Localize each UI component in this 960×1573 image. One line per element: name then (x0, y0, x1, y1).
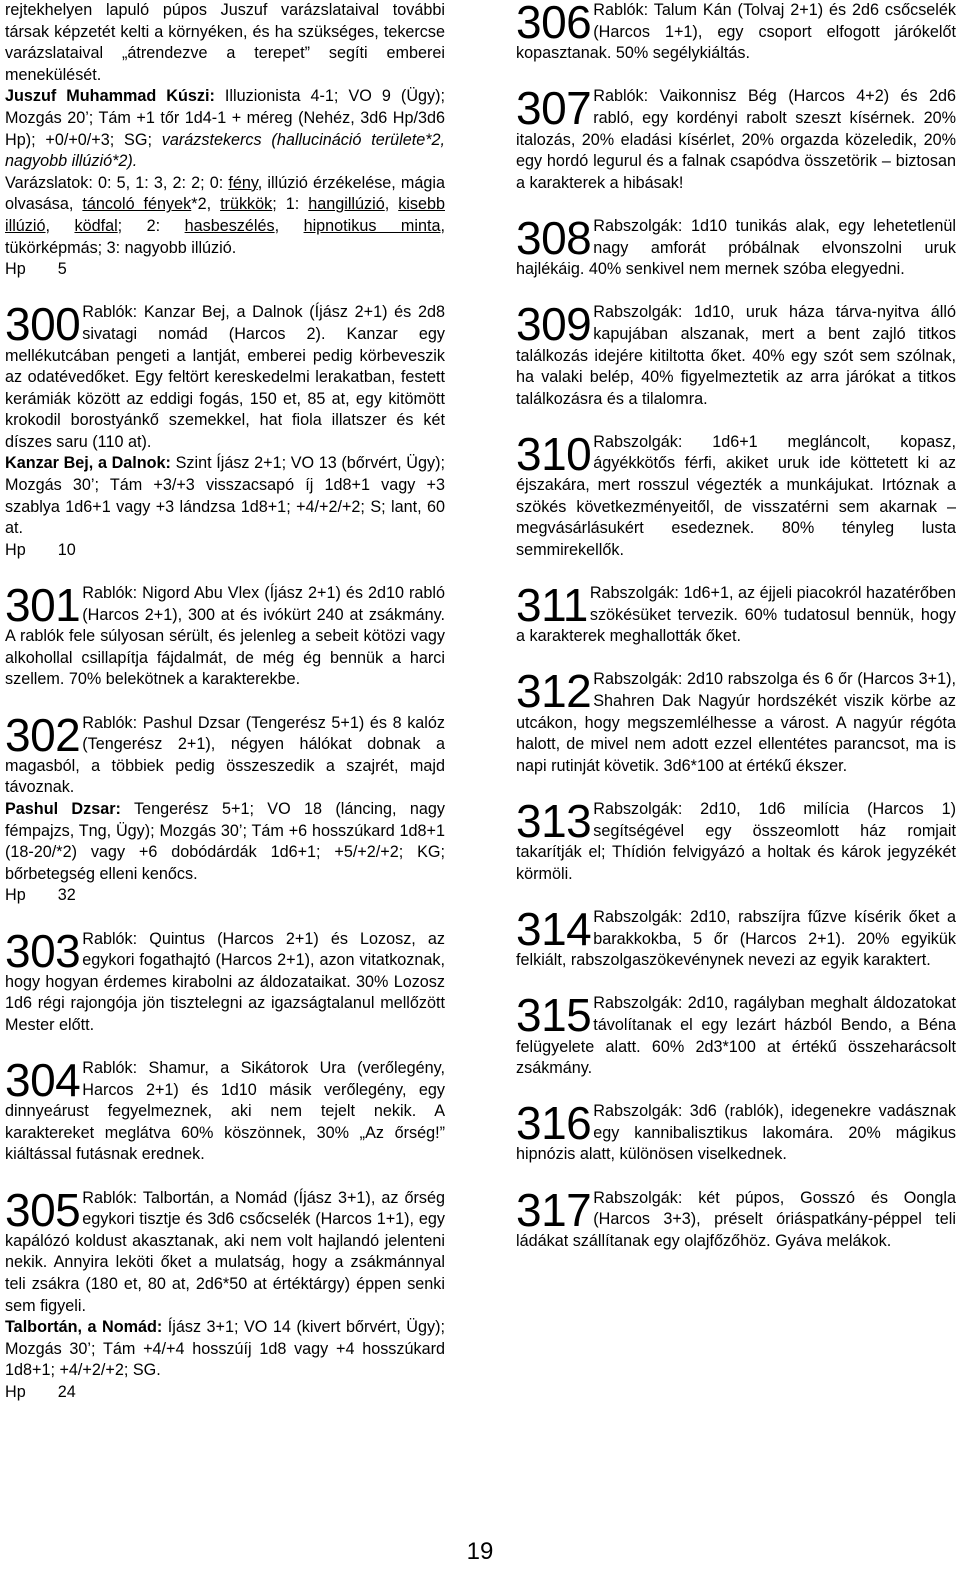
encounter-number: 307 (516, 82, 592, 135)
encounter-number: 304 (5, 1054, 81, 1107)
left-column (5, 0, 445, 1404)
intro-block (5, 0, 445, 281)
encounter-number: 303 (5, 924, 81, 977)
encounter-text (5, 1054, 445, 1166)
spell-name: hipnotikus minta (303, 216, 441, 235)
encounter-number: 315 (516, 989, 592, 1042)
encounter-description: Rablók: Vaikonnisz Bég (Harcos 4+2) és 2d6 rabló, egy kordényi rabolt szeszt kísérnek. 20% italozás, 20% eladási kísérlet, 20% orgazda közeledik, 20% egy hordó legurul és a falnak csapódva összetörik – biztosan a karakterek a hibásak! (516, 87, 956, 192)
encounter-description: Rablók: Shamur, a Sikátorok Ura (verőlegény, Harcos 2+1) és 1d10 másik verőlegény, egy dinnyeárust fegyelmeznek, aki nem tejelt nekik. A karaktereket meglátva 60% köszönnek, 30% „Az őrség!” kiáltással futásnak erednek. (5, 1059, 445, 1164)
encounter-text (516, 1183, 956, 1253)
encounter-entry-308 (516, 211, 956, 281)
encounter-text (516, 989, 956, 1079)
intro-stat-block (5, 86, 445, 172)
encounter-description: Rablók: Nigord Abu Vlex (Íjász 2+1) és 2d10 rabló (Harcos 2+1), 300 at és ivókürt 240 at zsákmány. A rablók fele súlyosan sérült, és jelenleg a sebeit kötözi vagy alkohollal csillapítja fájdalmát, de még ég bennük a harci szellem. 70% belekötnek a karakterekbe. (5, 584, 445, 689)
stat-name: Talbortán, a Nomád: (5, 1318, 163, 1337)
page-number: 19 (466, 1538, 494, 1565)
encounter-text (516, 298, 956, 410)
encounter-entry-307 (516, 82, 956, 194)
encounter-entry-316 (516, 1097, 956, 1166)
encounter-text (516, 211, 956, 281)
encounter-text (5, 708, 445, 799)
encounter-entry-306 (516, 0, 956, 65)
spell-name: hasbeszélés (184, 216, 275, 235)
encounter-text (516, 82, 956, 194)
hp-line (5, 885, 445, 907)
spell-list-text: , tükörképmás; 3: nagyobb illúzió. (5, 216, 445, 257)
encounter-text (5, 1183, 445, 1318)
spell-list-text: *2, (191, 195, 221, 214)
encounter-text (516, 794, 956, 885)
stat-text: Íjász 3+1; VO 14 (kivert bőrvért, Ügy); Mozgás 30’; Tám +4/+4 hosszúíj 1d8 vagy +4 hosszúkard 1d8+1; +4/+2/+2; SG. (5, 1318, 445, 1380)
encounter-entry-311 (516, 579, 956, 648)
spell-list-text: , illúzió érzékelése, mágia olvasása, (5, 173, 446, 214)
encounter-description: Rabszolgák: 2d10, ragályban meghalt áldozatokat távolítanak el egy lezárt házból Bendo, a Béna felügyelete alatt. 60% 2d3*100 at értékű összeharácsolt zsákmány. (516, 994, 956, 1078)
encounter-number: 310 (516, 427, 592, 480)
encounter-entry-312 (516, 665, 956, 777)
hp-value: 5 (57, 260, 67, 279)
encounter-number: 314 (516, 902, 592, 955)
spell-name: táncoló fények (82, 195, 192, 214)
encounter-description: Rablók: Talbortán, a Nomád (Íjász 3+1), az őrség egykori tisztje és 3d6 csőcselék (Harcos 1+1), egy kapálózó koldust akasztanak, aki nem volt hajlandó jelenteni nekik. Annyira leköti őket a mulatság, hogy a zsákmánnyal teli zsákra (180 et, 80 at, 2d6*50 at értéktárgy) éppen senki sem figyeli. (5, 1188, 445, 1315)
encounter-entry-300 (5, 298, 445, 561)
encounter-entry-305 (5, 1183, 445, 1404)
encounter-number: 312 (516, 665, 592, 718)
encounter-entry-317 (516, 1183, 956, 1253)
hp-label: Hp (5, 886, 26, 905)
encounter-entry-309 (516, 298, 956, 410)
hp-value: 24 (57, 1383, 76, 1401)
right-column (516, 0, 956, 1252)
stat-name: Juszuf Muhammad Kúszi: (5, 87, 215, 106)
spell-name: kisebb illúzió (5, 195, 445, 235)
spell-list-text: , (274, 216, 304, 235)
stat-name: Pashul Dzsar: (5, 799, 121, 818)
encounter-number: 306 (516, 0, 592, 48)
hp-value: 32 (57, 886, 76, 905)
stat-text: Tengerész 5+1; VO 18 (láncing, nagy fémpajzs, Tng, Ügy); Mozgás 30’; Tám +6 hosszúkard 1d8+1 (18-20/*2) vagy +6 dobódárdák 1d6+1; +5/+2/+2; KG; bőrbetegség elleni kenőcs. (5, 799, 445, 883)
encounter-description: Rablók: Talum Kán (Tolvaj 2+1) és 2d6 csőcselék (Harcos 1+1), egy csoport elfogott járókelőt kopasztanak. 50% segélykiáltás. (516, 1, 956, 63)
spell-name: fény (228, 173, 258, 192)
encounter-entry-314 (516, 902, 956, 972)
spell-name: ködfal (74, 216, 118, 235)
encounter-number: 302 (5, 708, 81, 761)
spell-list-text: ; 2: (117, 216, 185, 235)
stat-block (5, 453, 445, 539)
encounter-text (516, 579, 956, 648)
encounter-text (5, 579, 445, 691)
encounter-text (516, 665, 956, 777)
encounter-entry-303 (5, 924, 445, 1037)
encounter-description: Rabszolgák: 2d10, rabszíjra fűzve kísérik őket a barakkokba, 5 őr (Harcos 2+1). 20% egyikük felkiált, rabszolgaszökevénynek nevezi az egyik karaktert. (516, 907, 956, 970)
encounter-entry-302 (5, 708, 445, 907)
encounter-description: Rabszolgák: 2d10, 1d6 milícia (Harcos 1) segítségével egy összeomlott ház romjait takarítják el; Thídión felvigyázó a holtak és károk jegyzékét körmöli. (516, 799, 956, 883)
stat-text: Illuzionista 4-1; VO 9 (Ügy); Mozgás 20’; Tám +1 tőr 1d4-1 + méreg (Nehéz, 3d6 Hp/3d6 Hp); +0/+0/+3; SG; (5, 87, 446, 149)
encounter-text (516, 1097, 956, 1166)
spell-list-text: , (45, 216, 75, 235)
encounter-text (516, 0, 956, 65)
hp-line (5, 540, 445, 562)
encounter-text (5, 298, 445, 453)
intro-continuation: rejtekhelyen lapuló púpos Juszuf varázslataival további társak képzetét kelti a környéken, és ha szükséges, tekercse varázslataival „átrendezve a terepet” segíti emberei menekülését. (5, 1, 445, 84)
encounter-description: Rabszolgák: 1d10, uruk háza tárva-nyitva álló kapujában alszanak, mert a bent zajló titkos találkozás idejére kitiltotta őket. 40% egy szót sem szólnak, ha valaki belép, 40% figyelmeztetik az arra járókat a titkos találkozásra és a tilalomra. (516, 303, 956, 408)
encounter-entry-301 (5, 579, 445, 691)
encounter-number: 316 (516, 1097, 592, 1150)
encounter-description: Rabszolgák: két púpos, Gosszó és Oongla (Harcos 3+3), préselt óriáspatkány-péppel teli ládákat szállítanak egy olajfőzőhöz. Gyáva melákok. (516, 1188, 956, 1250)
hp-value: 10 (57, 540, 76, 559)
spell-name: trükkök (220, 195, 273, 214)
spell-list-text: ; 1: (272, 195, 309, 214)
encounter-entry-304 (5, 1054, 445, 1166)
hp-line (5, 1382, 445, 1404)
encounter-number: 305 (5, 1183, 81, 1236)
hp-label: Hp (5, 540, 26, 559)
encounter-number: 313 (516, 794, 592, 847)
encounter-description: Rablók: Quintus (Harcos 2+1) és Lozosz, az egykori fogathajtó (Harcos 2+1), azon vitatkoznak, hogy hogyan érdemes kirabolni az áldozataikat. 30% Lozosz 1d6 régi rajongója jön tisztelegni az igazságtalanul mellőzött Mester előtt. (5, 929, 445, 1034)
stat-block (5, 1317, 445, 1382)
right-entries (516, 0, 956, 1252)
encounter-number: 317 (516, 1183, 592, 1236)
encounter-description: Rabszolgák: 1d10 tunikás alak, egy lehetetlenül nagy amforát próbálnak elvonszolni uruk hajlékáig. 40% senkivel nem mernek szóba elegyedni. (516, 216, 956, 279)
encounter-description: Rabszolgák: 2d10 rabszolga és 6 őr (Harcos 3+1), Shahren Dak Nagyúr hordszékét viszik körbe az utcákon, hogy megszemlélhesse a várost. A nagyúr régóta halott, de mivel nem adott ezzel ellentétes parancsot, ma is napi rutinját követik. 3d6*100 at értékű ékszer. (516, 670, 956, 775)
stat-name: Kanzar Bej, a Dalnok: (5, 454, 171, 473)
encounter-number: 300 (5, 298, 81, 351)
stat-text: Szint Íjász 2+1; VO 13 (bőrvért, Ügy); Mozgás 30’; Tám +3/+3 visszacsapó íj 1d8+1 vagy +3 szablya 1d6+1 vagy +3 lándzsa 1d8+1; +4/+2/+2; S; lant, 60 at. (5, 454, 445, 538)
encounter-entry-313 (516, 794, 956, 885)
encounter-number: 301 (5, 579, 81, 632)
encounter-entry-315 (516, 989, 956, 1079)
encounter-description: Rabszolgák: 1d6+1 megláncolt, kopasz, ágyékkötős férfi, akiket uruk ide köttetett ki az éjszakára, mert rosszul végezték a munkájukat. Irtóznak a szökés következményeitől, de visszatérni sem akarnak – megvásárlásukért esedeznek. 80% tényleg lusta semmirekellők. (516, 432, 956, 559)
encounter-entry-310 (516, 427, 956, 562)
encounter-text (516, 902, 956, 972)
hp-line (5, 259, 445, 281)
spell-list (5, 173, 445, 259)
spell-list-text: Varázslatok: 0: 5, 1: 3, 2: 2; 0: (5, 173, 229, 192)
spell-name: hangillúzió (308, 195, 385, 214)
encounter-description: Rablók: Kanzar Bej, a Dalnok (Íjász 2+1) és 2d8 sivatagi nomád (Harcos 2). Kanzar egy mellékutcában pengeti a lantját, emberei pedig körbeveszik az odatévedőket. Egy feltört kereskedelmi lerakatban, festett kerámiák között az eddigi fogás, 150 et, 85 at, egy kitömött krokodil borostyánkő szemekkel, hat fiola illatszer és két díszes saru (110 at). (5, 303, 445, 451)
encounter-number: 308 (516, 211, 592, 264)
left-entries (5, 298, 445, 1403)
stat-italic: varázstekercs (hallucináció területe*2, nagyobb illúzió*2). (5, 130, 446, 171)
encounter-text (5, 924, 445, 1037)
encounter-description: Rablók: Pashul Dzsar (Tengerész 5+1) és 8 kalóz (Tengerész 2+1), négyen hálókat dobnak a magasból, a többiek pedig összeszedik a szajrét, majd távoznak. (5, 713, 445, 797)
hp-label: Hp (5, 260, 26, 279)
stat-block (5, 799, 445, 885)
spell-list-text: , (384, 195, 399, 214)
encounter-number: 309 (516, 298, 592, 351)
encounter-description: Rabszolgák: 3d6 (rablók), idegenekre vadásznak egy kannibalisztikus lakomára. 20% mágikus hipnózis alatt, különösen viselkednek. (516, 1102, 956, 1164)
encounter-number: 311 (516, 579, 588, 632)
encounter-description: Rabszolgák: 1d6+1, az éjjeli piacokról hazatérőben szökésüket tervezik. 60% tudatosul bennük, hogy a karakterek meghallották őket. (516, 584, 956, 646)
hp-label: Hp (5, 1383, 26, 1401)
encounter-text (516, 427, 956, 562)
